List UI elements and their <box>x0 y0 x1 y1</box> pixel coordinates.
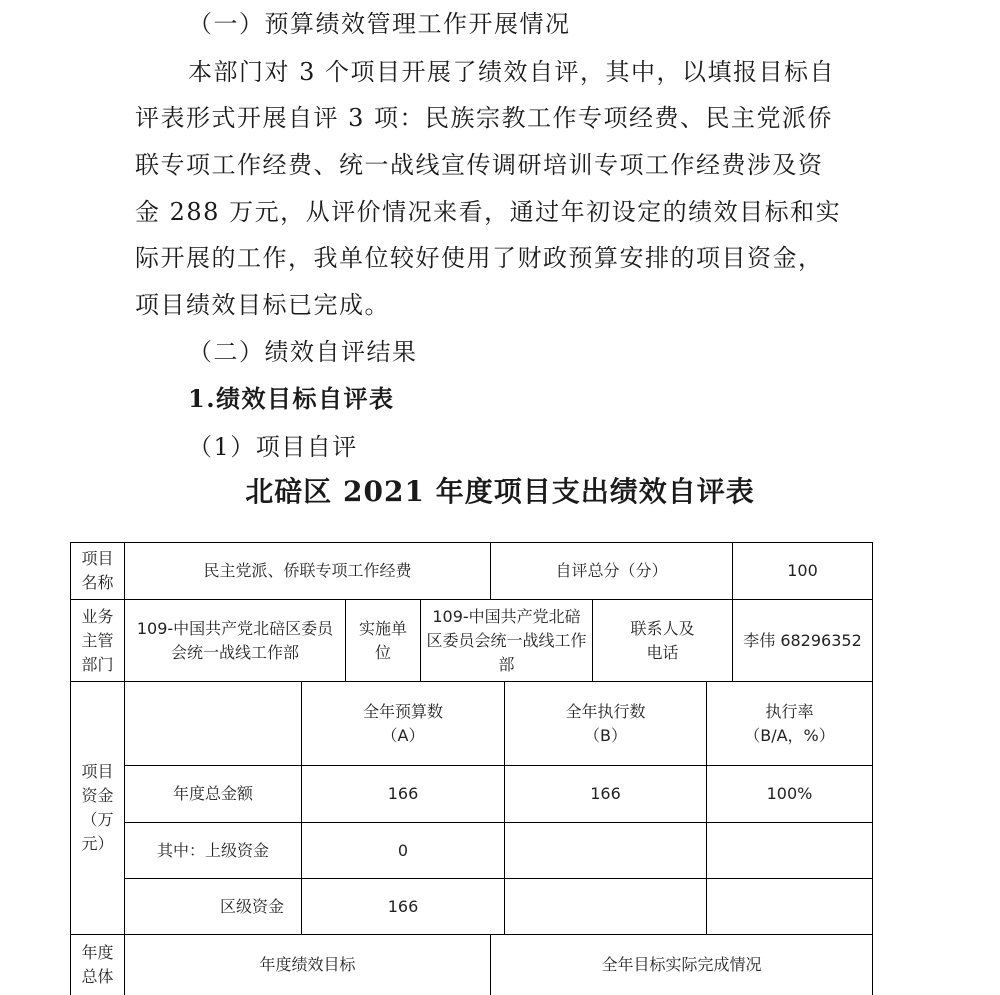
annual-overall-label: 年度总体 <box>81 943 114 986</box>
score-label: 自评总分（分） <box>555 561 668 580</box>
subsubsection-heading: （1）项目自评 <box>188 433 358 461</box>
upper-funds-label: 其中：上级资金 <box>156 840 269 860</box>
annual-goal-label: 年度绩效目标 <box>259 955 356 974</box>
paragraph-line-4: 金 288 万元，从评价情况来看，通过年初设定的绩效目标和实 <box>135 198 842 226</box>
section-heading-1: （一）预算绩效管理工作开展情况 <box>188 10 571 38</box>
paragraph-line-5: 际开展的工作，我单位较好使用了财政预算安排的项目资金， <box>135 244 824 272</box>
subsection-heading: 1.绩效目标自评表 <box>188 384 395 413</box>
actual-completion-label: 全年目标实际完成情况 <box>601 955 762 974</box>
district-funds-label: 区级资金 <box>219 896 284 916</box>
paragraph-line-3: 联专项工作经费、统一战线宣传调研培训专项工作经费涉及资 <box>135 151 824 179</box>
paragraph-line-6: 项目绩效目标已完成。 <box>135 291 390 319</box>
project-name-label: 项目名称 <box>81 549 114 592</box>
budget-column-header: 全年预算数（A） <box>362 701 443 745</box>
exec-column-header: 全年执行数（B） <box>565 701 646 745</box>
upper-funds-budget: 0 <box>397 840 409 860</box>
section-heading-2: （二）绩效自评结果 <box>188 338 418 366</box>
impl-unit-value: 109-中国共产党北碚区委员会统一战线工作部 <box>426 606 587 674</box>
dept-value: 109-中国共产党北碚区委员会统一战线工作部 <box>136 618 334 662</box>
project-name-value: 民主党派、侨联专项工作经费 <box>203 561 412 580</box>
dept-label: 业务主管部门 <box>81 606 114 674</box>
table-title: 北碚区 2021 年度项目支出绩效自评表 <box>245 475 755 508</box>
total-amount-label: 年度总金额 <box>172 784 253 803</box>
total-budget-value: 166 <box>387 784 419 803</box>
total-rate-value: 100% <box>766 784 813 803</box>
contact-value: 李伟 68296352 <box>743 630 862 650</box>
score-value: 100 <box>787 561 818 580</box>
evaluation-table <box>70 542 873 995</box>
impl-unit-label: 实施单位 <box>358 618 407 662</box>
total-exec-value: 166 <box>590 784 621 803</box>
paragraph-line-2: 评表形式开展自评 3 项：民族宗教工作专项经费、民主党派侨 <box>135 104 834 132</box>
paragraph-line-1: 本部门对 3 个项目开展了绩效自评，其中，以填报目标自 <box>188 58 836 86</box>
funds-label: 项目资金（万元） <box>81 762 114 853</box>
district-funds-budget: 166 <box>387 896 419 916</box>
contact-label: 联系人及电话 <box>630 618 695 662</box>
rate-column-header: 执行率（B/A，%） <box>744 701 835 745</box>
